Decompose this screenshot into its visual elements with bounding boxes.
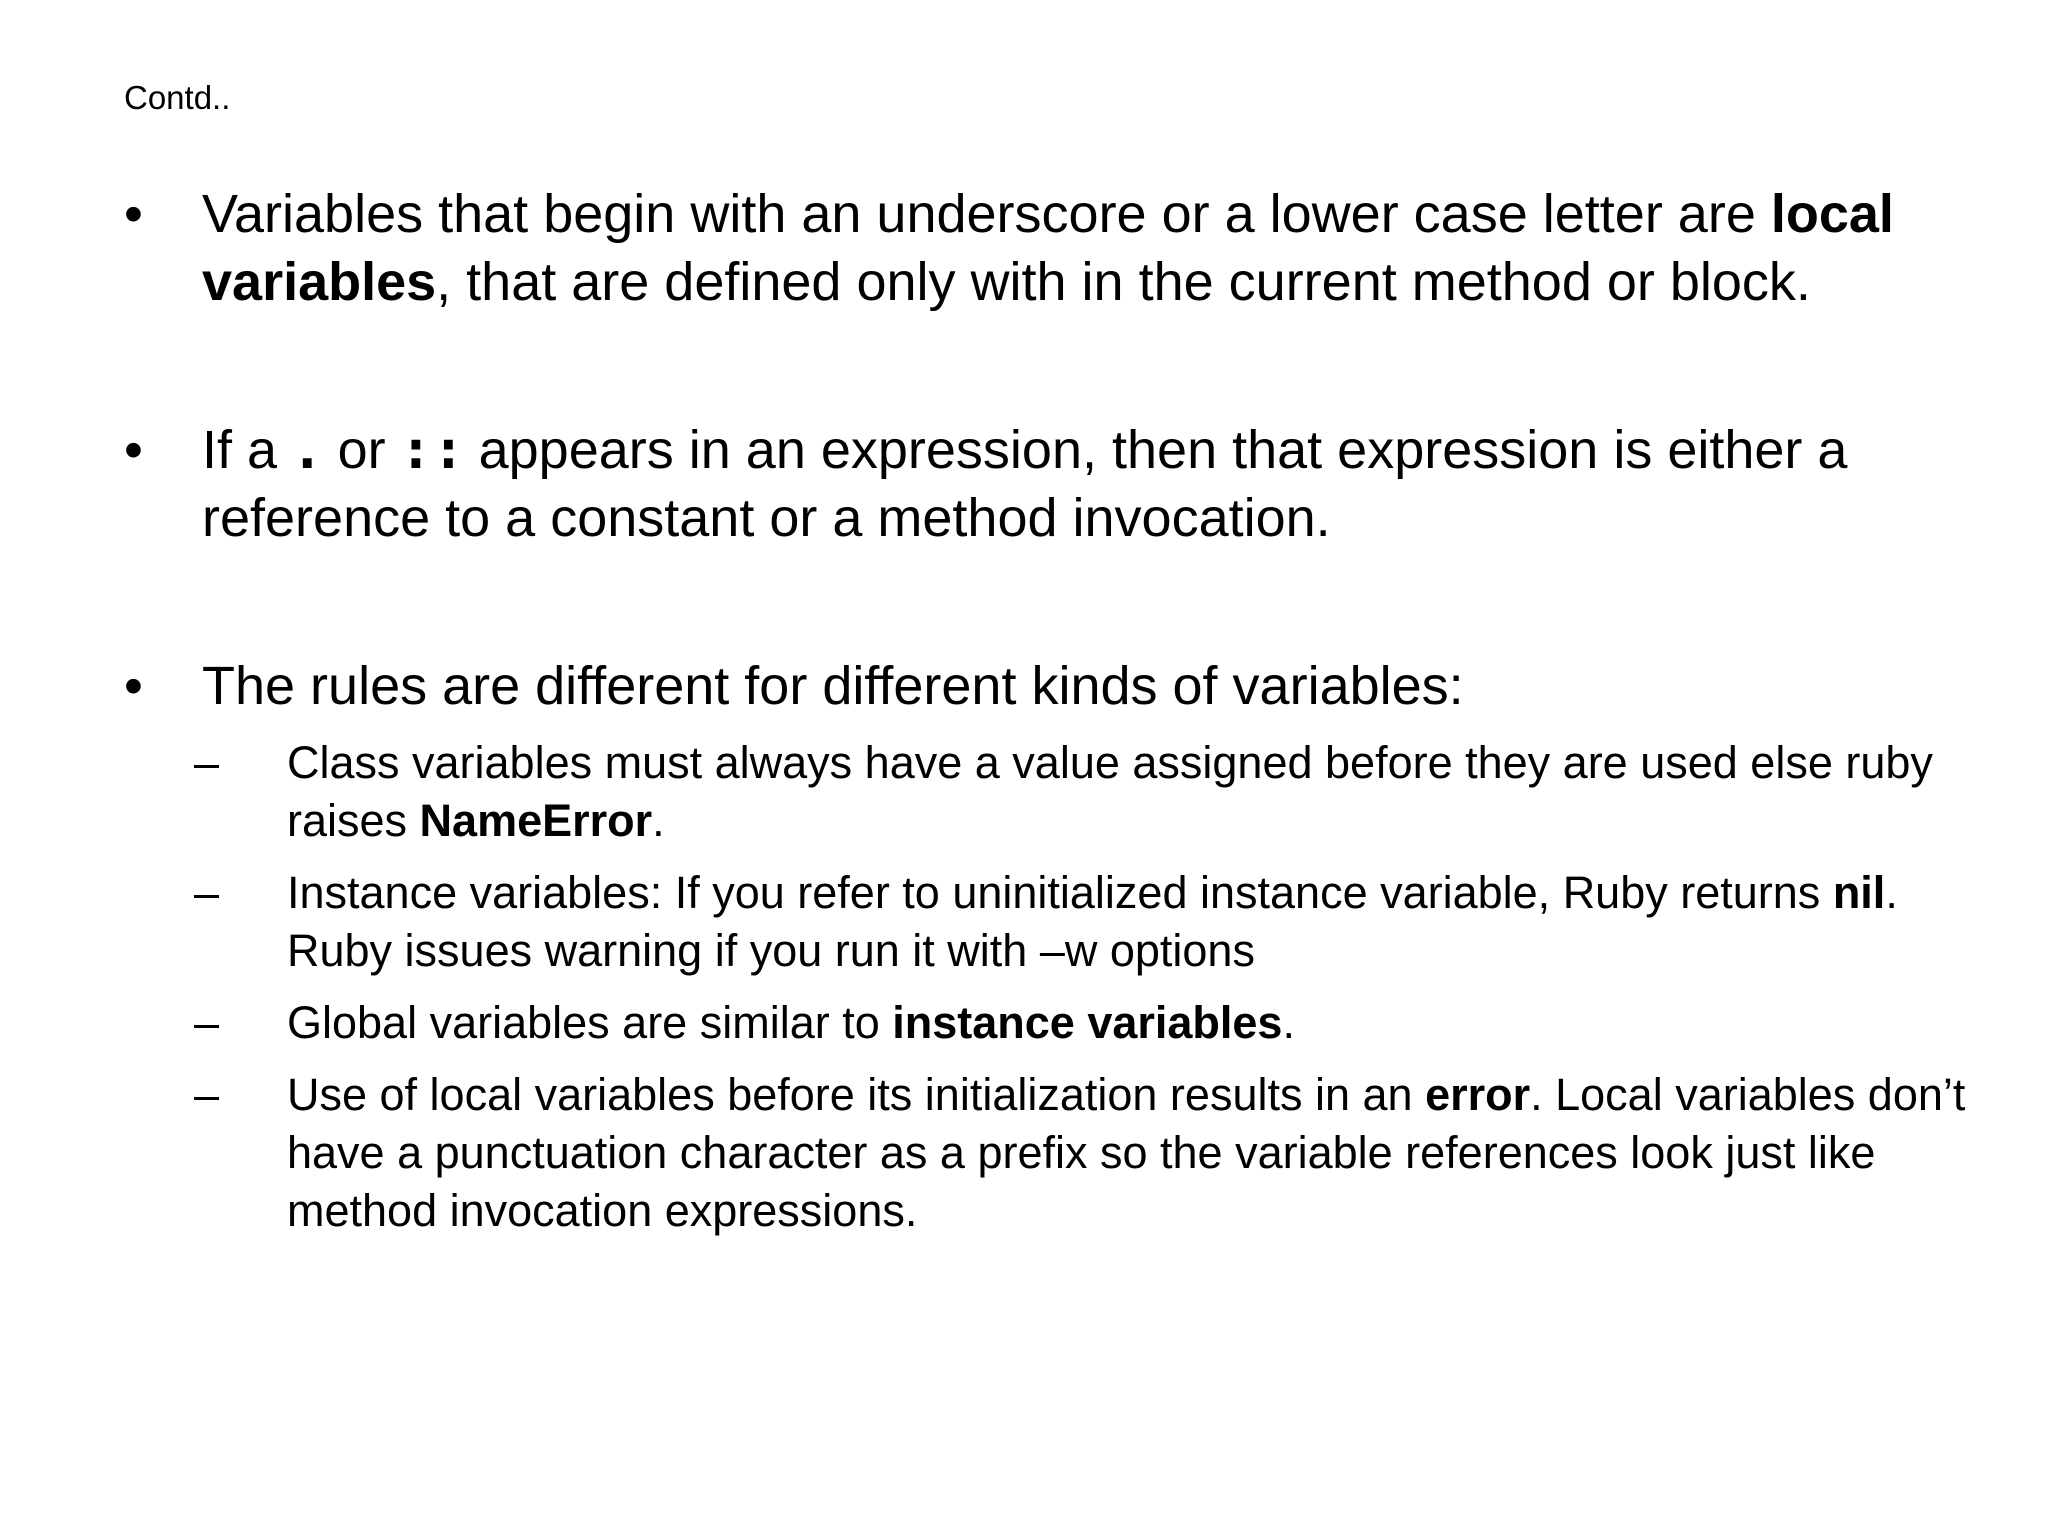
bullet-text-bold: local variables [202, 184, 1894, 312]
slide-content [124, 180, 1966, 1254]
scope-operator: :: [399, 418, 465, 481]
sub-bullet-text-bold: instance variables [892, 997, 1283, 1048]
bullet-text-part2: or [337, 420, 386, 480]
sub-bullet-instance-variables [194, 864, 2014, 980]
sub-bullet-global-variables [194, 994, 2014, 1052]
bullet-local-variables [124, 180, 2014, 316]
bullet-dot-icon: • [124, 184, 143, 244]
slide-title: Contd.. [124, 79, 231, 116]
sub-bullet-text-post: . Ruby issues warning if you run it with –w options [287, 867, 1898, 976]
bullet-text [202, 416, 2014, 552]
bullet-dot-icon: • [124, 656, 143, 716]
sub-bullet-class-variables [194, 734, 2014, 850]
sub-bullet-text-post: . Local variables don’t have a punctuation character as a prefix so the variable references look just like method invocation expressions. [287, 1069, 1966, 1236]
sub-bullet-text-pre: Class variables must always have a value assigned before they are used else ruby raises [287, 737, 1933, 846]
bullet-rules [124, 652, 2014, 720]
bullet-text-part3: appears in an expression, then that expression is either a reference to a constant or a method invocation. [202, 420, 1848, 548]
sub-bullet-text-bold: NameError [419, 795, 653, 846]
sub-bullet-text-post: . [652, 795, 665, 846]
dot-operator: . [291, 418, 324, 481]
sub-bullet-text-post: . [1282, 997, 1295, 1048]
sub-bullet-text-bold: error [1425, 1069, 1531, 1120]
dash-icon: – [194, 1069, 220, 1120]
bullet-text-part1: If a [202, 420, 278, 480]
dash-icon: – [194, 867, 220, 918]
sub-bullet-text-pre: Instance variables: If you refer to uninitialized instance variable, Ruby returns [287, 867, 1833, 918]
sub-bullet-text-bold: nil [1832, 867, 1886, 918]
sub-bullet-text-pre: Use of local variables before its initialization results in an [287, 1069, 1426, 1120]
sub-bullet-list [124, 734, 1966, 1240]
bullet-dot-icon: • [124, 420, 143, 480]
dash-icon: – [194, 997, 220, 1048]
bullet-text [202, 180, 2014, 316]
bullet-text: The rules are different for different kinds of variables: [202, 656, 1464, 716]
sub-bullet-local-variables [194, 1066, 2014, 1240]
bullet-text-pre: Variables that begin with an underscore or a lower case letter are [202, 184, 1771, 244]
sub-bullet-text-pre: Global variables are similar to [287, 997, 893, 1048]
bullet-text-post: , that are defined only with in the current method or block. [436, 252, 1811, 312]
bullet-expression [124, 416, 2014, 552]
dash-icon: – [194, 737, 220, 788]
